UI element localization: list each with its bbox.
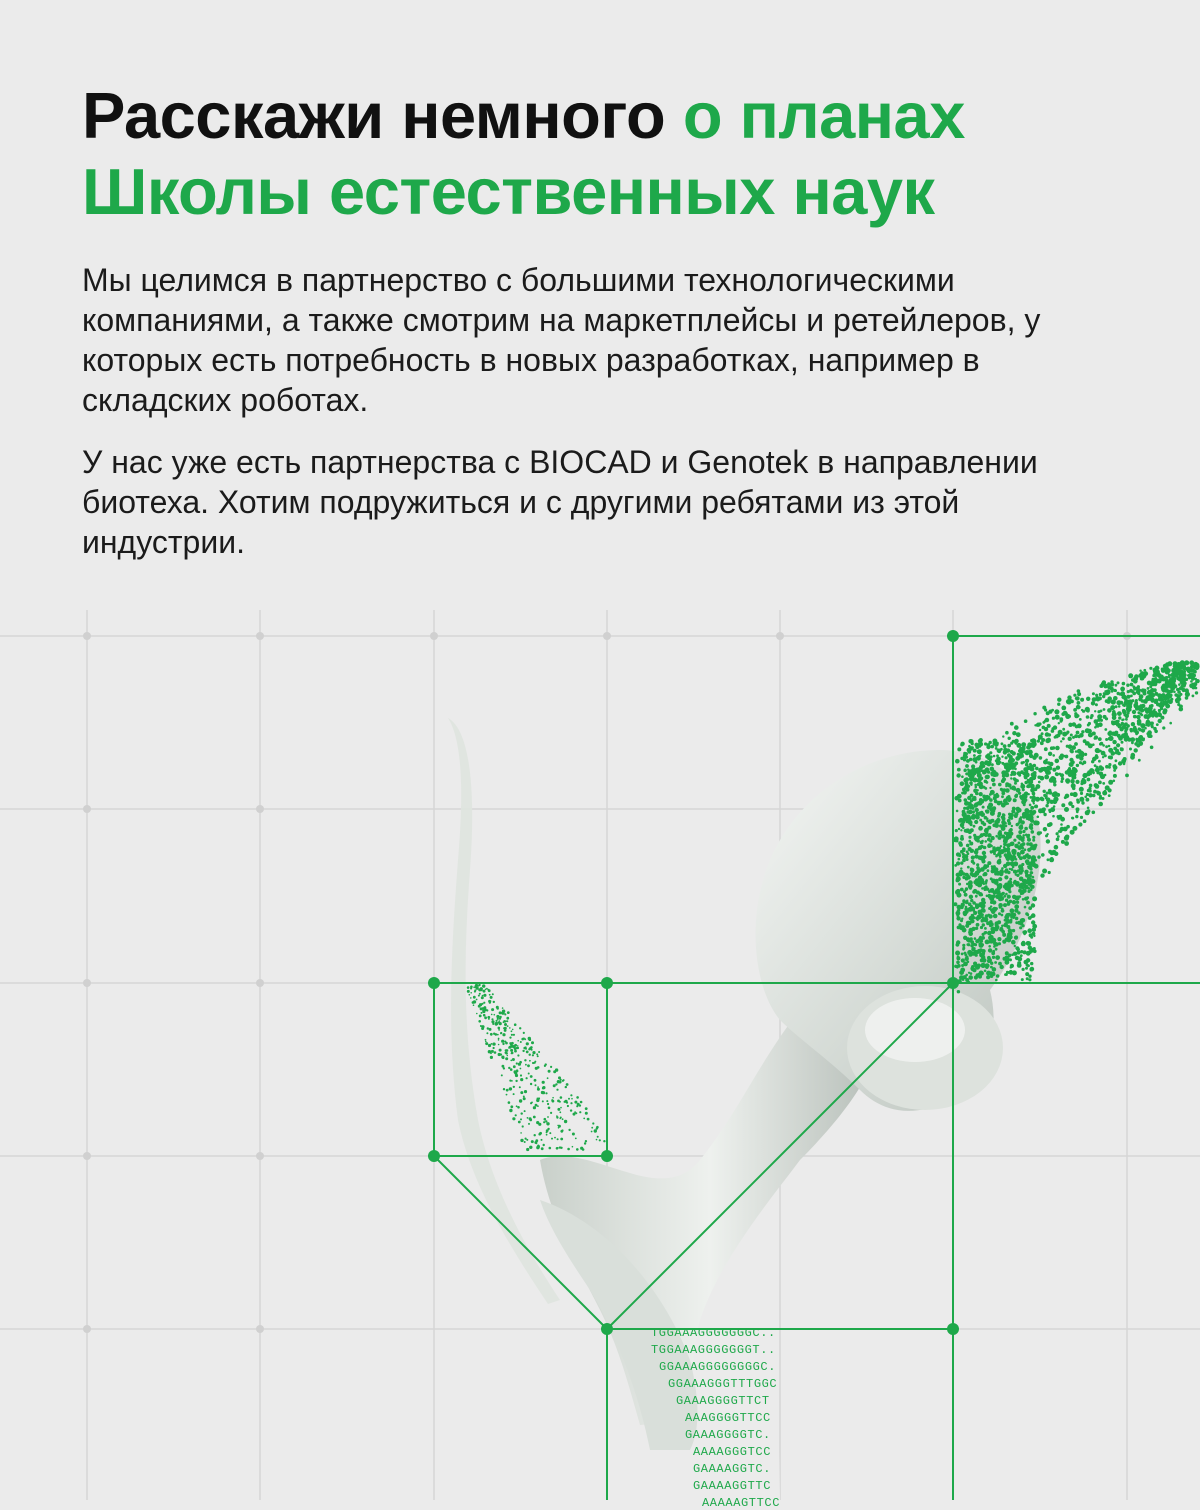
dna-sequence-line: AAAAGGGTCC	[693, 1445, 772, 1459]
dna-sequence-line: GAAAGGGGTC.	[685, 1428, 771, 1442]
headline	[82, 78, 1142, 230]
headline-accent-1: о планах	[682, 79, 965, 152]
headline-accent-2: Школы естественных наук	[82, 155, 935, 228]
dna-sequence-line: TGGAAAGGGGGGGC..	[651, 1326, 776, 1340]
dna-sequence-block	[0, 600, 1200, 1510]
dna-sequence-line: GAAAGGGGTTCT	[676, 1394, 770, 1408]
headline-part1: Расскажи немного	[82, 79, 683, 152]
dna-sequence-line: AAAGGGGTTCC	[685, 1411, 771, 1425]
dna-sequence-line: GGAAAGGGGGGGGC.	[659, 1360, 777, 1374]
paragraph-biotech-partners: У нас уже есть партнерства с BIOCAD и Genotek в направлении биотеха. Хотим подружиться и с другими ребятами из этой индустрии.	[82, 444, 1038, 560]
dna-sequence-line: AAAAAGTTCC	[702, 1496, 781, 1510]
dna-sequence-line: GAAAAGGTTC	[693, 1479, 772, 1493]
dna-sequence-line: TGGAAAGGGGGGGT..	[651, 1343, 776, 1357]
dna-sequence-line: GAAAAGGTC.	[693, 1462, 772, 1476]
dna-sequence-line: GGAAAGGGTTTGGC	[668, 1377, 778, 1391]
paragraph-partnerships-plan: Мы целимся в партнерство с большими технологическими компаниями, а также смотрим на маркетплейсы и ретейлеров, у которых есть потребность в новых разработках, например в складских роботах.	[82, 262, 1041, 418]
